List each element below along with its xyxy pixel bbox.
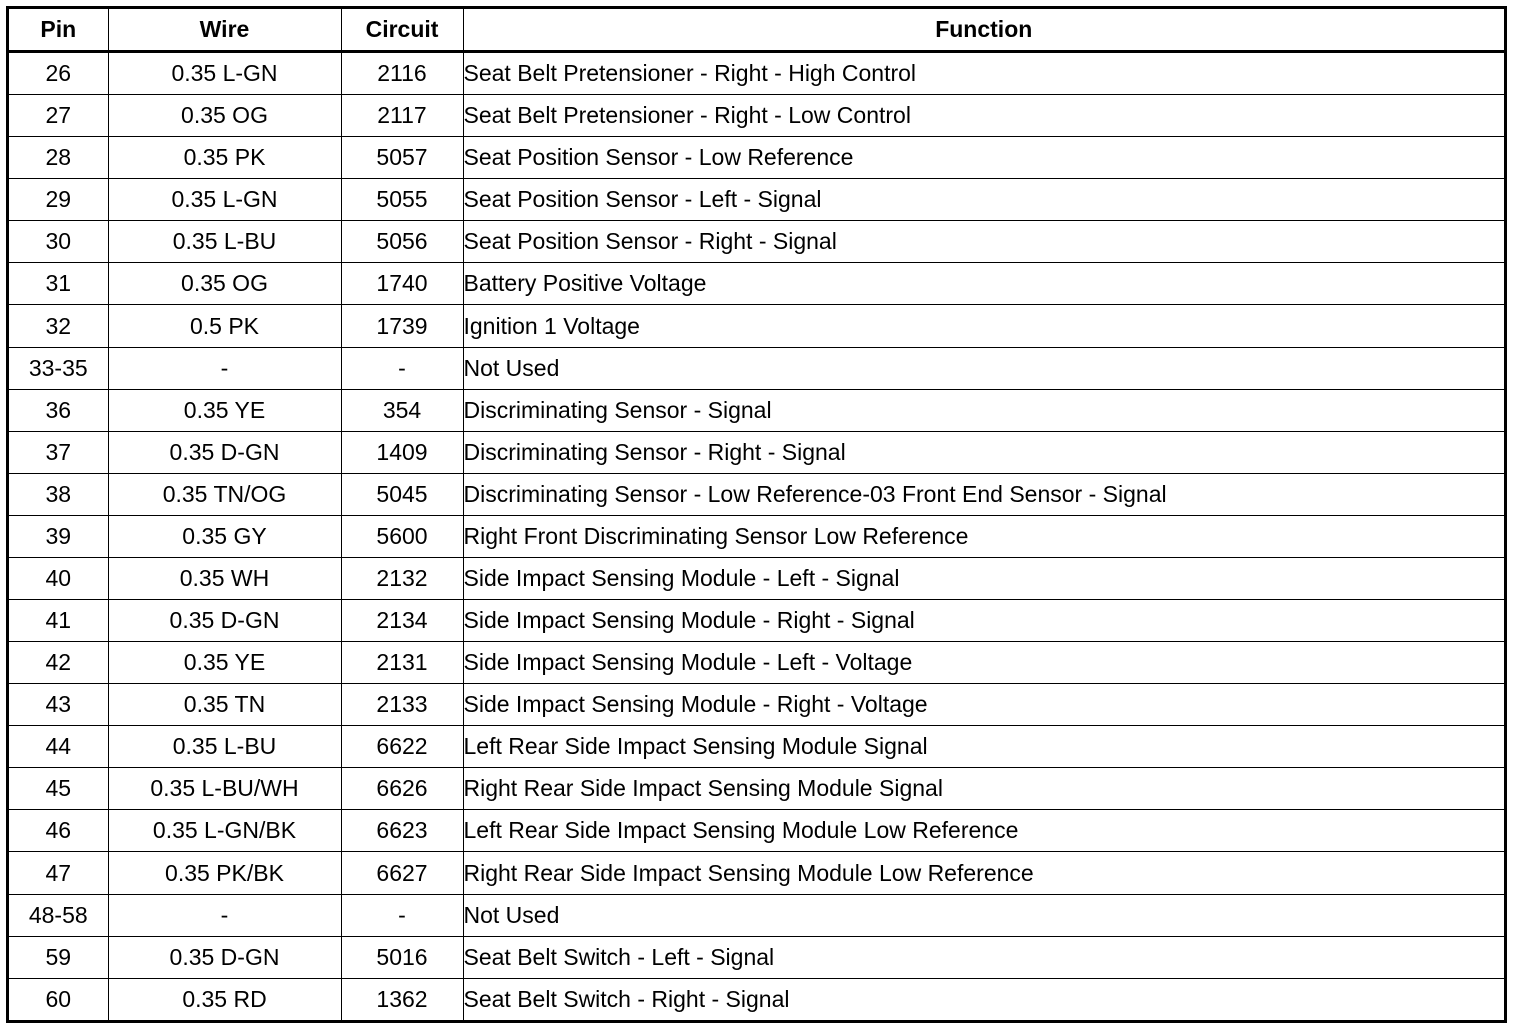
- circuit-cell: 1740: [341, 263, 463, 305]
- pin-cell: 46: [9, 810, 108, 852]
- pin-cell: 32: [9, 305, 108, 347]
- table-row: [9, 810, 1504, 852]
- function-cell: Side Impact Sensing Module - Right - Signal: [463, 600, 1504, 642]
- table-body: [9, 52, 1504, 1021]
- function-cell: Seat Belt Pretensioner - Right - High Control: [463, 52, 1504, 95]
- pin-cell: 30: [9, 221, 108, 263]
- header-pin: Pin: [9, 9, 108, 52]
- circuit-cell: 5045: [341, 473, 463, 515]
- wire-cell: 0.35 L-BU/WH: [108, 768, 341, 810]
- header-circuit: Circuit: [341, 9, 463, 52]
- pin-cell: 29: [9, 179, 108, 221]
- pin-cell: 37: [9, 431, 108, 473]
- wire-cell: 0.35 OG: [108, 263, 341, 305]
- function-cell: Discriminating Sensor - Signal: [463, 389, 1504, 431]
- table-row: [9, 179, 1504, 221]
- pin-cell: 40: [9, 557, 108, 599]
- circuit-cell: 1409: [341, 431, 463, 473]
- pin-cell: 36: [9, 389, 108, 431]
- pin-cell: 42: [9, 642, 108, 684]
- function-cell: Not Used: [463, 347, 1504, 389]
- circuit-cell: 6623: [341, 810, 463, 852]
- pin-cell: 60: [9, 978, 108, 1020]
- table-row: [9, 600, 1504, 642]
- pin-cell: 31: [9, 263, 108, 305]
- pin-cell: 59: [9, 936, 108, 978]
- wire-cell: 0.35 D-GN: [108, 431, 341, 473]
- wire-cell: 0.35 L-BU: [108, 726, 341, 768]
- circuit-cell: 6622: [341, 726, 463, 768]
- wire-cell: 0.35 TN/OG: [108, 473, 341, 515]
- function-cell: Side Impact Sensing Module - Left - Signal: [463, 557, 1504, 599]
- circuit-cell: 6626: [341, 768, 463, 810]
- table-row: [9, 557, 1504, 599]
- circuit-cell: 354: [341, 389, 463, 431]
- wire-cell: 0.35 WH: [108, 557, 341, 599]
- table-row: [9, 852, 1504, 894]
- circuit-cell: 1739: [341, 305, 463, 347]
- header-wire: Wire: [108, 9, 341, 52]
- header-function: Function: [463, 9, 1504, 52]
- pin-cell: 26: [9, 52, 108, 95]
- function-cell: Discriminating Sensor - Right - Signal: [463, 431, 1504, 473]
- table-header-row: [9, 9, 1504, 52]
- wire-cell: 0.35 RD: [108, 978, 341, 1020]
- table-row: [9, 95, 1504, 137]
- pin-cell: 28: [9, 137, 108, 179]
- function-cell: Right Front Discriminating Sensor Low Reference: [463, 515, 1504, 557]
- wire-cell: 0.35 D-GN: [108, 936, 341, 978]
- wire-cell: 0.35 L-BU: [108, 221, 341, 263]
- wire-cell: -: [108, 347, 341, 389]
- table-row: [9, 684, 1504, 726]
- table-row: [9, 137, 1504, 179]
- connector-pinout-table-frame: [6, 6, 1507, 1023]
- circuit-cell: 2131: [341, 642, 463, 684]
- pin-cell: 43: [9, 684, 108, 726]
- function-cell: Right Rear Side Impact Sensing Module Low Reference: [463, 852, 1504, 894]
- wire-cell: -: [108, 894, 341, 936]
- table-row: [9, 263, 1504, 305]
- wire-cell: 0.35 L-GN/BK: [108, 810, 341, 852]
- circuit-cell: 2117: [341, 95, 463, 137]
- table-row: [9, 347, 1504, 389]
- circuit-cell: 5057: [341, 137, 463, 179]
- connector-pinout-table: [9, 9, 1504, 1020]
- circuit-cell: 6627: [341, 852, 463, 894]
- pin-cell: 48-58: [9, 894, 108, 936]
- function-cell: Left Rear Side Impact Sensing Module Signal: [463, 726, 1504, 768]
- circuit-cell: 5055: [341, 179, 463, 221]
- circuit-cell: 2134: [341, 600, 463, 642]
- table-row: [9, 894, 1504, 936]
- wire-cell: 0.35 L-GN: [108, 52, 341, 95]
- table-row: [9, 431, 1504, 473]
- circuit-cell: 5056: [341, 221, 463, 263]
- function-cell: Side Impact Sensing Module - Right - Voltage: [463, 684, 1504, 726]
- pin-cell: 33-35: [9, 347, 108, 389]
- function-cell: Not Used: [463, 894, 1504, 936]
- function-cell: Seat Belt Pretensioner - Right - Low Control: [463, 95, 1504, 137]
- table-row: [9, 642, 1504, 684]
- pin-cell: 45: [9, 768, 108, 810]
- wire-cell: 0.35 OG: [108, 95, 341, 137]
- function-cell: Seat Position Sensor - Right - Signal: [463, 221, 1504, 263]
- function-cell: Discriminating Sensor - Low Reference-03 Front End Sensor - Signal: [463, 473, 1504, 515]
- function-cell: Right Rear Side Impact Sensing Module Signal: [463, 768, 1504, 810]
- wire-cell: 0.35 PK: [108, 137, 341, 179]
- table-row: [9, 936, 1504, 978]
- function-cell: Left Rear Side Impact Sensing Module Low Reference: [463, 810, 1504, 852]
- function-cell: Seat Belt Switch - Left - Signal: [463, 936, 1504, 978]
- wire-cell: 0.35 D-GN: [108, 600, 341, 642]
- table-row: [9, 52, 1504, 95]
- function-cell: Seat Belt Switch - Right - Signal: [463, 978, 1504, 1020]
- table-row: [9, 515, 1504, 557]
- pin-cell: 47: [9, 852, 108, 894]
- wire-cell: 0.35 GY: [108, 515, 341, 557]
- wire-cell: 0.35 YE: [108, 389, 341, 431]
- table-row: [9, 389, 1504, 431]
- circuit-cell: -: [341, 347, 463, 389]
- wire-cell: 0.35 TN: [108, 684, 341, 726]
- pin-cell: 44: [9, 726, 108, 768]
- circuit-cell: 2133: [341, 684, 463, 726]
- pin-cell: 27: [9, 95, 108, 137]
- function-cell: Battery Positive Voltage: [463, 263, 1504, 305]
- table-row: [9, 305, 1504, 347]
- wire-cell: 0.35 PK/BK: [108, 852, 341, 894]
- table-row: [9, 473, 1504, 515]
- pin-cell: 41: [9, 600, 108, 642]
- function-cell: Ignition 1 Voltage: [463, 305, 1504, 347]
- function-cell: Seat Position Sensor - Low Reference: [463, 137, 1504, 179]
- wire-cell: 0.35 L-GN: [108, 179, 341, 221]
- function-cell: Side Impact Sensing Module - Left - Voltage: [463, 642, 1504, 684]
- circuit-cell: -: [341, 894, 463, 936]
- circuit-cell: 5016: [341, 936, 463, 978]
- circuit-cell: 2116: [341, 52, 463, 95]
- wire-cell: 0.35 YE: [108, 642, 341, 684]
- table-row: [9, 978, 1504, 1020]
- circuit-cell: 2132: [341, 557, 463, 599]
- circuit-cell: 5600: [341, 515, 463, 557]
- table-row: [9, 726, 1504, 768]
- circuit-cell: 1362: [341, 978, 463, 1020]
- table-row: [9, 768, 1504, 810]
- function-cell: Seat Position Sensor - Left - Signal: [463, 179, 1504, 221]
- pin-cell: 39: [9, 515, 108, 557]
- wire-cell: 0.5 PK: [108, 305, 341, 347]
- pin-cell: 38: [9, 473, 108, 515]
- table-row: [9, 221, 1504, 263]
